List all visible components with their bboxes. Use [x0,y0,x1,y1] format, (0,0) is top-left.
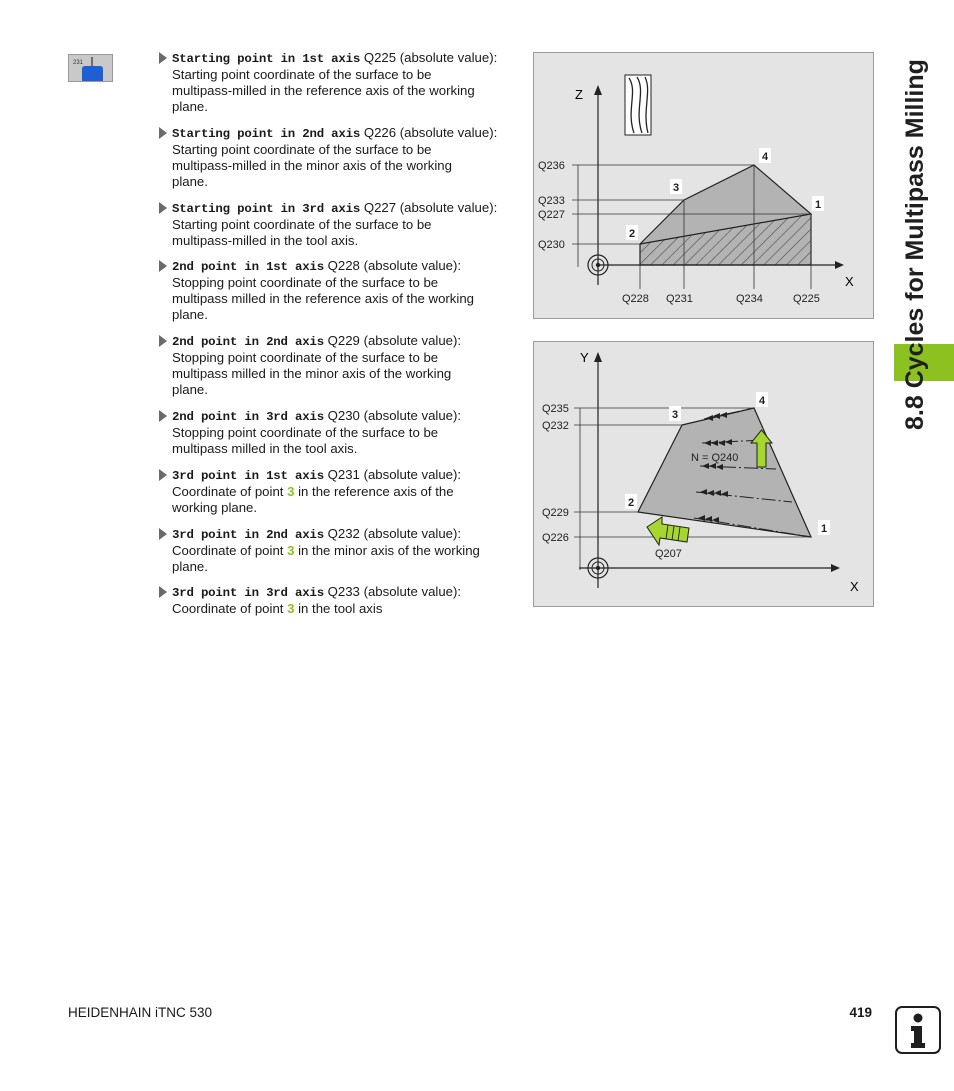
param-name: 2nd point in 2nd axis [172,335,324,350]
dim-q234: Q234 [736,293,763,305]
param-description-line: Stopping point coordinate of the surface to be [172,275,439,291]
point-3-marker-xy: 3 [672,409,679,421]
param-description-line: multipass milled in the tool axis. [172,440,358,456]
param-name: Starting point in 2nd axis [172,126,361,141]
point-4-marker: 4 [762,151,769,163]
bullet-arrow-icon [159,469,167,481]
param-description-text: in the tool axis [294,601,383,617]
dim-q232: Q232 [542,420,569,432]
param-description-line: Starting point coordinate of the surface to be [172,216,432,232]
param-description-line [172,543,518,559]
axis-x-label-xy: X [850,579,859,594]
param-description-line: Starting point coordinate of the surface to be [172,67,432,82]
figure-xz-view [533,52,874,319]
axis-x-label: X [845,274,854,289]
dim-q231: Q231 [666,293,693,305]
param-description-line [172,601,518,617]
point-1-marker-xy: 1 [821,523,828,535]
param-item [158,467,518,516]
figure-xy-view [533,341,874,607]
point-2-marker-xy: 2 [628,497,635,509]
param-description-text: Coordinate of point [172,542,288,558]
page-number: 419 [849,1005,872,1020]
param-description-line: plane. [172,173,208,189]
milling-cutter-icon [625,75,651,135]
param-description-line: multipass-milled in the tool axis. [172,232,359,248]
param-description-line: Stopping point coordinate of the surface to be [172,350,439,366]
point-reference: 3 [287,601,295,617]
param-description-line: multipass milled in the reference axis of the working [172,291,474,307]
point-3-marker: 3 [673,182,680,194]
param-code: Q229 [327,333,360,349]
param-description-line: working plane. [172,499,258,515]
point-reference: 3 [287,542,295,558]
param-name: Starting point in 1st axis [172,52,361,66]
param-description-line: Starting point coordinate of the surface to be [172,141,432,157]
bullet-arrow-icon [159,410,167,422]
param-name: 2nd point in 1st axis [172,260,324,275]
dim-q230: Q230 [538,239,565,251]
info-icon [895,1006,941,1054]
bullet-arrow-icon [159,127,167,139]
param-description-line: plane. [172,558,208,574]
param-description-line: multipass-milled in the reference axis of the working [172,83,475,98]
param-description-line: plane. [172,382,208,398]
param-description-line: plane. [172,307,208,323]
section-title: 8.8 Cycles for Multipass Milling [901,59,929,430]
dim-q207: Q207 [655,548,682,560]
param-suffix: (absolute value): [363,584,462,600]
bullet-arrow-icon [159,528,167,540]
parameter-list [158,50,518,627]
param-name: 3rd point in 2nd axis [172,527,324,542]
param-code: Q232 [327,525,360,541]
axis-z-label: Z [575,87,583,102]
dim-q235: Q235 [542,403,569,415]
bullet-arrow-icon [159,335,167,347]
point-2-marker: 2 [629,228,636,240]
param-suffix: (absolute value): [363,333,462,349]
param-name: 3rd point in 3rd axis [172,586,324,601]
param-code: Q233 [327,584,360,600]
param-code: Q231 [327,466,360,482]
param-description-text: Coordinate of point [172,483,288,499]
cycle-icon-label: 231 [73,60,84,66]
point-1-marker: 1 [815,199,822,211]
param-suffix: (absolute value): [363,407,462,423]
param-name: Starting point in 3rd axis [172,201,361,216]
param-code: Q226 [363,124,397,140]
stepover-count-label: N = Q240 [691,452,739,464]
param-suffix: (absolute value): [399,199,498,215]
param-description-text: in the reference axis of the [294,483,454,499]
param-name: 3rd point in 1st axis [172,468,324,483]
point-4-marker-xy: 4 [759,395,766,407]
bullet-arrow-icon [159,52,167,64]
bullet-arrow-icon [159,260,167,272]
dim-q236: Q236 [538,160,565,172]
dim-q233: Q233 [538,195,565,207]
param-item [158,584,518,617]
param-description-line: Stopping point coordinate of the surface to be [172,424,439,440]
param-code: Q225 [363,50,397,65]
dim-q227: Q227 [538,209,565,221]
param-item [158,408,518,457]
param-description-line: plane. [172,99,208,114]
bullet-arrow-icon [159,202,167,214]
param-description-text: in the minor axis of the working [294,542,480,558]
param-description-line: multipass milled in the minor axis of the working [172,366,452,382]
footer-product: HEIDENHAIN iTNC 530 [68,1005,213,1020]
param-item [158,333,518,398]
feed-direction-arrow-icon [647,517,689,545]
param-item [158,125,518,190]
param-code: Q230 [327,407,360,423]
bullet-arrow-icon [159,586,167,598]
point-reference: 3 [287,483,295,499]
param-description-line [172,484,518,500]
dim-q228: Q228 [622,293,649,305]
cycle-231-icon [68,54,113,82]
dim-q226: Q226 [542,532,569,544]
axis-y-label: Y [580,350,589,365]
param-item [158,200,518,249]
param-description-text: Coordinate of point [172,601,288,617]
dim-q229: Q229 [542,507,569,519]
param-suffix: (absolute value): [363,466,462,482]
param-item [158,50,518,115]
dim-q225: Q225 [793,293,820,305]
param-code: Q228 [327,258,360,274]
param-suffix: (absolute value): [399,50,498,65]
param-suffix: (absolute value): [363,525,462,541]
param-item [158,526,518,575]
param-name: 2nd point in 3rd axis [172,409,324,424]
param-suffix: (absolute value): [363,258,462,274]
param-code: Q227 [363,199,397,215]
param-item [158,258,518,323]
param-description-line: multipass-milled in the minor axis of the working [172,157,452,173]
param-suffix: (absolute value): [399,124,498,140]
